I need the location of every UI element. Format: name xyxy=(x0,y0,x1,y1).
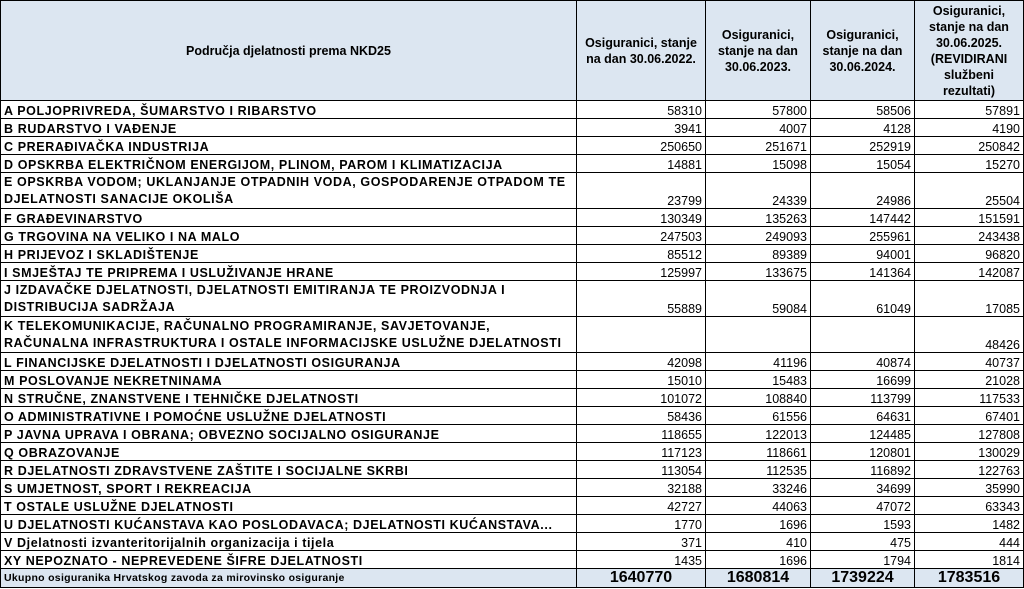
value-2023: 249093 xyxy=(706,227,811,245)
value-2024: 24986 xyxy=(811,173,915,209)
table-row xyxy=(1,515,1024,533)
value-2024: 34699 xyxy=(811,479,915,497)
table-row xyxy=(1,371,1024,389)
value-2022: 113054 xyxy=(577,461,706,479)
value-2024: 475 xyxy=(811,533,915,551)
value-2022: 14881 xyxy=(577,155,706,173)
value-2025: 1482 xyxy=(915,515,1024,533)
total-2023: 1680814 xyxy=(706,569,811,588)
table-row xyxy=(1,353,1024,371)
value-2022: 58436 xyxy=(577,407,706,425)
value-2022: 247503 xyxy=(577,227,706,245)
value-2024: 1794 xyxy=(811,551,915,569)
value-2022: 3941 xyxy=(577,119,706,137)
table-row xyxy=(1,551,1024,569)
table-row xyxy=(1,263,1024,281)
value-2025: 57891 xyxy=(915,101,1024,119)
value-2023: 57800 xyxy=(706,101,811,119)
table-row xyxy=(1,245,1024,263)
value-2024: 15054 xyxy=(811,155,915,173)
table-row xyxy=(1,497,1024,515)
value-2023: 15483 xyxy=(706,371,811,389)
value-2023: 122013 xyxy=(706,425,811,443)
value-2023: 41196 xyxy=(706,353,811,371)
value-2023: 112535 xyxy=(706,461,811,479)
value-2023: 1696 xyxy=(706,515,811,533)
value-2023: 133675 xyxy=(706,263,811,281)
value-2024: 4128 xyxy=(811,119,915,137)
header-2025: Osiguranici, stanje na dan 30.06.2025. (REVIDIRANI službeni rezultati) xyxy=(915,1,1024,101)
activity-name: T OSTALE USLUŽNE DJELATNOSTI xyxy=(1,497,577,515)
table-row xyxy=(1,461,1024,479)
activity-name: I SMJEŠTAJ TE PRIPREMA I USLUŽIVANJE HRANE xyxy=(1,263,577,281)
total-2022: 1640770 xyxy=(577,569,706,588)
value-2025: 96820 xyxy=(915,245,1024,263)
value-2023: 89389 xyxy=(706,245,811,263)
value-2022 xyxy=(577,317,706,353)
value-2024 xyxy=(811,317,915,353)
value-2022: 125997 xyxy=(577,263,706,281)
value-2025: 142087 xyxy=(915,263,1024,281)
table-row xyxy=(1,389,1024,407)
value-2025: 40737 xyxy=(915,353,1024,371)
value-2024: 40874 xyxy=(811,353,915,371)
value-2022: 32188 xyxy=(577,479,706,497)
value-2024: 64631 xyxy=(811,407,915,425)
activity-name: M POSLOVANJE NEKRETNINAMA xyxy=(1,371,577,389)
value-2024: 116892 xyxy=(811,461,915,479)
value-2023: 59084 xyxy=(706,281,811,317)
activity-name: R DJELATNOSTI ZDRAVSTVENE ZAŠTITE I SOCIJALNE SKRBI xyxy=(1,461,577,479)
value-2022: 1435 xyxy=(577,551,706,569)
activity-name: D OPSKRBA ELEKTRIČNOM ENERGIJOM, PLINOM, PAROM I KLIMATIZACIJA xyxy=(1,155,577,173)
activity-name: E OPSKRBA VODOM; UKLANJANJE OTPADNIH VODA, GOSPODARENJE OTPADOM TE DJELATNOSTI SANACIJE OKOLIŠA xyxy=(1,173,577,209)
value-2025: 122763 xyxy=(915,461,1024,479)
value-2025: 130029 xyxy=(915,443,1024,461)
value-2022: 371 xyxy=(577,533,706,551)
table-row xyxy=(1,425,1024,443)
header-2024: Osiguranici, stanje na dan 30.06.2024. xyxy=(811,1,915,101)
value-2025: 15270 xyxy=(915,155,1024,173)
value-2023: 24339 xyxy=(706,173,811,209)
activity-name: J IZDAVAČKE DJELATNOSTI, DJELATNOSTI EMITIRANJA TE PROIZVODNJA I DISTRIBUCIJA SADRŽAJA xyxy=(1,281,577,317)
value-2022: 130349 xyxy=(577,209,706,227)
table-row xyxy=(1,209,1024,227)
header-row xyxy=(1,1,1024,101)
value-2025: 67401 xyxy=(915,407,1024,425)
total-2024: 1739224 xyxy=(811,569,915,588)
value-2023 xyxy=(706,317,811,353)
table-row xyxy=(1,281,1024,317)
header-2023: Osiguranici, stanje na dan 30.06.2023. xyxy=(706,1,811,101)
header-2022: Osiguranici, stanje na dan 30.06.2022. xyxy=(577,1,706,101)
table-row xyxy=(1,227,1024,245)
value-2025: 4190 xyxy=(915,119,1024,137)
table-row xyxy=(1,137,1024,155)
value-2023: 4007 xyxy=(706,119,811,137)
activity-name: XY NEPOZNATO - NEPREVEDENE ŠIFRE DJELATNOSTI xyxy=(1,551,577,569)
value-2024: 16699 xyxy=(811,371,915,389)
value-2023: 135263 xyxy=(706,209,811,227)
value-2023: 118661 xyxy=(706,443,811,461)
value-2022: 1770 xyxy=(577,515,706,533)
value-2023: 33246 xyxy=(706,479,811,497)
activity-name: Q OBRAZOVANJE xyxy=(1,443,577,461)
value-2022: 58310 xyxy=(577,101,706,119)
table-row xyxy=(1,119,1024,137)
value-2025: 444 xyxy=(915,533,1024,551)
value-2022: 42098 xyxy=(577,353,706,371)
value-2022: 42727 xyxy=(577,497,706,515)
table-row xyxy=(1,443,1024,461)
value-2025: 63343 xyxy=(915,497,1024,515)
value-2024: 47072 xyxy=(811,497,915,515)
value-2024: 124485 xyxy=(811,425,915,443)
value-2024: 58506 xyxy=(811,101,915,119)
value-2023: 44063 xyxy=(706,497,811,515)
value-2024: 1593 xyxy=(811,515,915,533)
activity-name: K TELEKOMUNIKACIJE, RAČUNALNO PROGRAMIRANJE, SAVJETOVANJE, RAČUNALNA INFRASTRUKTURA I OSTALE INFORMACIJSKE USLUŽNE DJELATNOSTI xyxy=(1,317,577,353)
table-row xyxy=(1,101,1024,119)
value-2022: 250650 xyxy=(577,137,706,155)
activity-name: N STRUČNE, ZNANSTVENE I TEHNIČKE DJELATNOSTI xyxy=(1,389,577,407)
value-2022: 101072 xyxy=(577,389,706,407)
value-2024: 113799 xyxy=(811,389,915,407)
activity-name: H PRIJEVOZ I SKLADIŠTENJE xyxy=(1,245,577,263)
value-2024: 252919 xyxy=(811,137,915,155)
activity-name: C PRERAĐIVAČKA INDUSTRIJA xyxy=(1,137,577,155)
activity-name: U DJELATNOSTI KUĆANSTAVA KAO POSLODAVACA; DJELATNOSTI KUĆANSTAVA... xyxy=(1,515,577,533)
table-row xyxy=(1,479,1024,497)
value-2022: 117123 xyxy=(577,443,706,461)
header-area: Područja djelatnosti prema NKD25 xyxy=(1,1,577,101)
value-2023: 1696 xyxy=(706,551,811,569)
table-row xyxy=(1,317,1024,353)
value-2024: 147442 xyxy=(811,209,915,227)
value-2024: 255961 xyxy=(811,227,915,245)
value-2025: 35990 xyxy=(915,479,1024,497)
value-2025: 127808 xyxy=(915,425,1024,443)
value-2022: 23799 xyxy=(577,173,706,209)
value-2024: 120801 xyxy=(811,443,915,461)
value-2025: 250842 xyxy=(915,137,1024,155)
activity-name: B RUDARSTVO I VAĐENJE xyxy=(1,119,577,137)
table-row xyxy=(1,407,1024,425)
value-2022: 118655 xyxy=(577,425,706,443)
total-label: Ukupno osiguranika Hrvatskog zavoda za mirovinsko osiguranje xyxy=(1,569,577,588)
value-2022: 85512 xyxy=(577,245,706,263)
activity-name: G TRGOVINA NA VELIKO I NA MALO xyxy=(1,227,577,245)
value-2022: 55889 xyxy=(577,281,706,317)
value-2022: 15010 xyxy=(577,371,706,389)
value-2024: 61049 xyxy=(811,281,915,317)
total-2025: 1783516 xyxy=(915,569,1024,588)
value-2025: 21028 xyxy=(915,371,1024,389)
value-2023: 410 xyxy=(706,533,811,551)
value-2025: 17085 xyxy=(915,281,1024,317)
activity-name: F GRAĐEVINARSTVO xyxy=(1,209,577,227)
value-2024: 141364 xyxy=(811,263,915,281)
table-row xyxy=(1,533,1024,551)
value-2023: 61556 xyxy=(706,407,811,425)
value-2023: 251671 xyxy=(706,137,811,155)
value-2025: 117533 xyxy=(915,389,1024,407)
value-2024: 94001 xyxy=(811,245,915,263)
activity-name: S UMJETNOST, SPORT I REKREACIJA xyxy=(1,479,577,497)
value-2025: 151591 xyxy=(915,209,1024,227)
value-2025: 243438 xyxy=(915,227,1024,245)
table-row xyxy=(1,155,1024,173)
activity-name: O ADMINISTRATIVNE I POMOĆNE USLUŽNE DJELATNOSTI xyxy=(1,407,577,425)
value-2023: 15098 xyxy=(706,155,811,173)
value-2025: 25504 xyxy=(915,173,1024,209)
table-row xyxy=(1,173,1024,209)
activity-name: V Djelatnosti izvanteritorijalnih organizacija i tijela xyxy=(1,533,577,551)
value-2025: 1814 xyxy=(915,551,1024,569)
value-2023: 108840 xyxy=(706,389,811,407)
value-2025: 48426 xyxy=(915,317,1024,353)
total-row xyxy=(1,569,1024,588)
activity-name: A POLJOPRIVREDA, ŠUMARSTVO I RIBARSTVO xyxy=(1,101,577,119)
activity-name: L FINANCIJSKE DJELATNOSTI I DJELATNOSTI OSIGURANJA xyxy=(1,353,577,371)
activity-name: P JAVNA UPRAVA I OBRANA; OBVEZNO SOCIJALNO OSIGURANJE xyxy=(1,425,577,443)
